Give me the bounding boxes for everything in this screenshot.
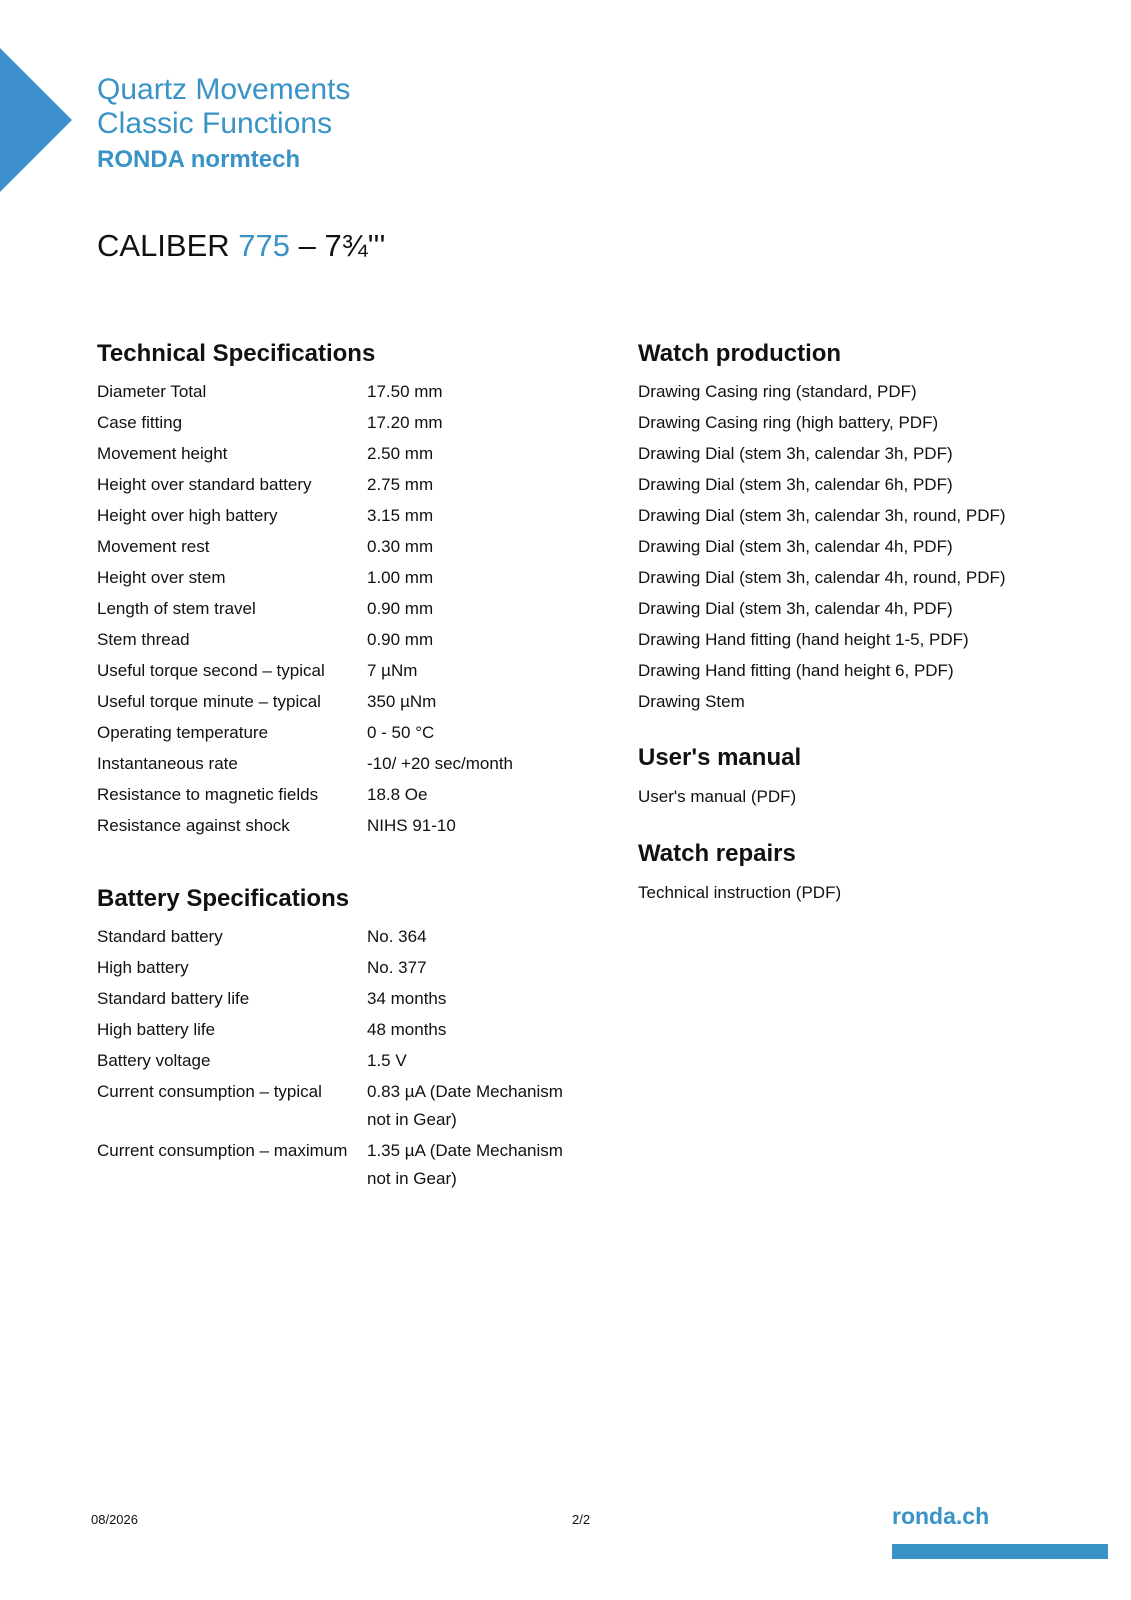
spec-row (97, 626, 577, 654)
spec-label: Useful torque second – typical (97, 661, 325, 680)
spec-row (97, 533, 577, 561)
spec-row (97, 923, 577, 951)
spec-label: Movement rest (97, 537, 210, 556)
header-line-2: Classic Functions (97, 107, 333, 140)
footer-page-number: 2/2 (572, 1512, 591, 1527)
footer-date: 08/2026 (91, 1512, 138, 1527)
document-link[interactable]: Drawing Dial (stem 3h, calendar 3h, PDF) (638, 444, 953, 463)
spec-value: 3.15 mm (367, 506, 434, 525)
spec-row (97, 812, 577, 840)
document-link[interactable]: Drawing Casing ring (high battery, PDF) (638, 413, 939, 432)
spec-row (97, 1137, 577, 1193)
spec-label: Standard battery (97, 927, 223, 946)
watch-repairs-list (638, 879, 841, 910)
spec-label: Height over high battery (97, 506, 278, 525)
battery-specs-table (97, 923, 577, 1196)
spec-value: 2.75 mm (367, 475, 434, 494)
spec-value: 18.8 Oe (367, 785, 428, 804)
spec-row (97, 409, 577, 437)
spec-row (97, 564, 577, 592)
watch-repairs-title: Watch repairs (638, 840, 796, 867)
spec-value: 1.35 µA (Date Mechanism not in Gear) (367, 1141, 563, 1188)
users-manual-title: User's manual (638, 744, 802, 771)
spec-label: Battery voltage (97, 1051, 211, 1070)
document-link[interactable]: Drawing Casing ring (standard, PDF) (638, 382, 917, 401)
spec-label: Standard battery life (97, 989, 250, 1008)
spec-value: 17.50 mm (367, 382, 443, 401)
document-link[interactable]: Drawing Dial (stem 3h, calendar 4h, PDF) (638, 599, 953, 618)
spec-label: Height over standard battery (97, 475, 312, 494)
document-link[interactable]: Drawing Hand fitting (hand height 6, PDF) (638, 661, 954, 680)
spec-label: Instantaneous rate (97, 754, 238, 773)
spec-value: 1.00 mm (367, 568, 434, 587)
header-brand: RONDA normtech (97, 146, 301, 173)
document-link[interactable]: Drawing Stem (638, 692, 745, 711)
technical-specs-table (97, 378, 577, 843)
spec-label: High battery life (97, 1020, 216, 1039)
corner-triangle-decoration (0, 48, 72, 192)
spec-row (97, 954, 577, 982)
spec-value: 1.5 V (367, 1051, 407, 1070)
spec-row (97, 471, 577, 499)
spec-label: Height over stem (97, 568, 226, 587)
spec-value: 0 - 50 °C (367, 723, 435, 742)
spec-label: Length of stem travel (97, 599, 256, 618)
spec-value: 2.50 mm (367, 444, 434, 463)
spec-label: Current consumption – maximum (97, 1141, 348, 1160)
document-link[interactable]: Drawing Dial (stem 3h, calendar 4h, PDF) (638, 537, 953, 556)
spec-value: 17.20 mm (367, 413, 443, 432)
watch-production-list (638, 378, 1006, 719)
spec-row (97, 595, 577, 623)
spec-value: 0.83 µA (Date Mechanism not in Gear) (367, 1082, 563, 1129)
spec-row (97, 1016, 577, 1044)
spec-label: High battery (97, 958, 189, 977)
spec-row (97, 1078, 577, 1134)
spec-label: Resistance to magnetic fields (97, 785, 319, 804)
spec-row (97, 985, 577, 1013)
spec-value: -10/ +20 sec/month (367, 754, 514, 773)
spec-label: Case fitting (97, 413, 183, 432)
spec-row (97, 657, 577, 685)
spec-label: Movement height (97, 444, 228, 463)
footer-site-link[interactable]: ronda.ch (892, 1503, 990, 1529)
spec-value: 34 months (367, 989, 447, 1008)
users-manual-list (638, 783, 796, 814)
spec-value: 7 µNm (367, 661, 418, 680)
spec-label: Useful torque minute – typical (97, 692, 321, 711)
caliber-size: – 7¾''' (298, 228, 386, 263)
spec-value: No. 364 (367, 927, 427, 946)
spec-row (97, 688, 577, 716)
spec-label: Diameter Total (97, 382, 207, 401)
document-link[interactable]: Drawing Dial (stem 3h, calendar 4h, round, PDF) (638, 568, 1006, 587)
document-link[interactable]: User's manual (PDF) (638, 787, 797, 806)
document-link[interactable]: Drawing Dial (stem 3h, calendar 6h, PDF) (638, 475, 953, 494)
spec-label: Operating temperature (97, 723, 269, 742)
spec-value: 350 µNm (367, 692, 437, 711)
spec-row (97, 719, 577, 747)
spec-row (97, 502, 577, 530)
spec-value: 0.90 mm (367, 599, 434, 618)
spec-row (97, 750, 577, 778)
spec-value: NIHS 91-10 (367, 816, 456, 835)
spec-row (97, 378, 577, 406)
header-line-1: Quartz Movements (97, 73, 351, 106)
technical-specs-title: Technical Specifications (97, 340, 376, 367)
document-link[interactable]: Drawing Dial (stem 3h, calendar 3h, round, PDF) (638, 506, 1006, 525)
spec-row (97, 781, 577, 809)
spec-value: 48 months (367, 1020, 447, 1039)
caliber-title (97, 228, 385, 264)
spec-value: No. 377 (367, 958, 427, 977)
spec-label: Current consumption – typical (97, 1082, 322, 1101)
spec-row (97, 1047, 577, 1075)
spec-row (97, 440, 577, 468)
document-link[interactable]: Drawing Hand fitting (hand height 1-5, PDF) (638, 630, 969, 649)
document-link[interactable]: Technical instruction (PDF) (638, 883, 842, 902)
spec-value: 0.90 mm (367, 630, 434, 649)
spec-value: 0.30 mm (367, 537, 434, 556)
battery-specs-title: Battery Specifications (97, 885, 350, 912)
spec-label: Resistance against shock (97, 816, 290, 835)
watch-production-title: Watch production (638, 340, 842, 367)
spec-label: Stem thread (97, 630, 190, 649)
caliber-prefix: CALIBER (97, 228, 230, 263)
footer-accent-bar (892, 1544, 1108, 1559)
caliber-number: 775 (238, 228, 291, 263)
